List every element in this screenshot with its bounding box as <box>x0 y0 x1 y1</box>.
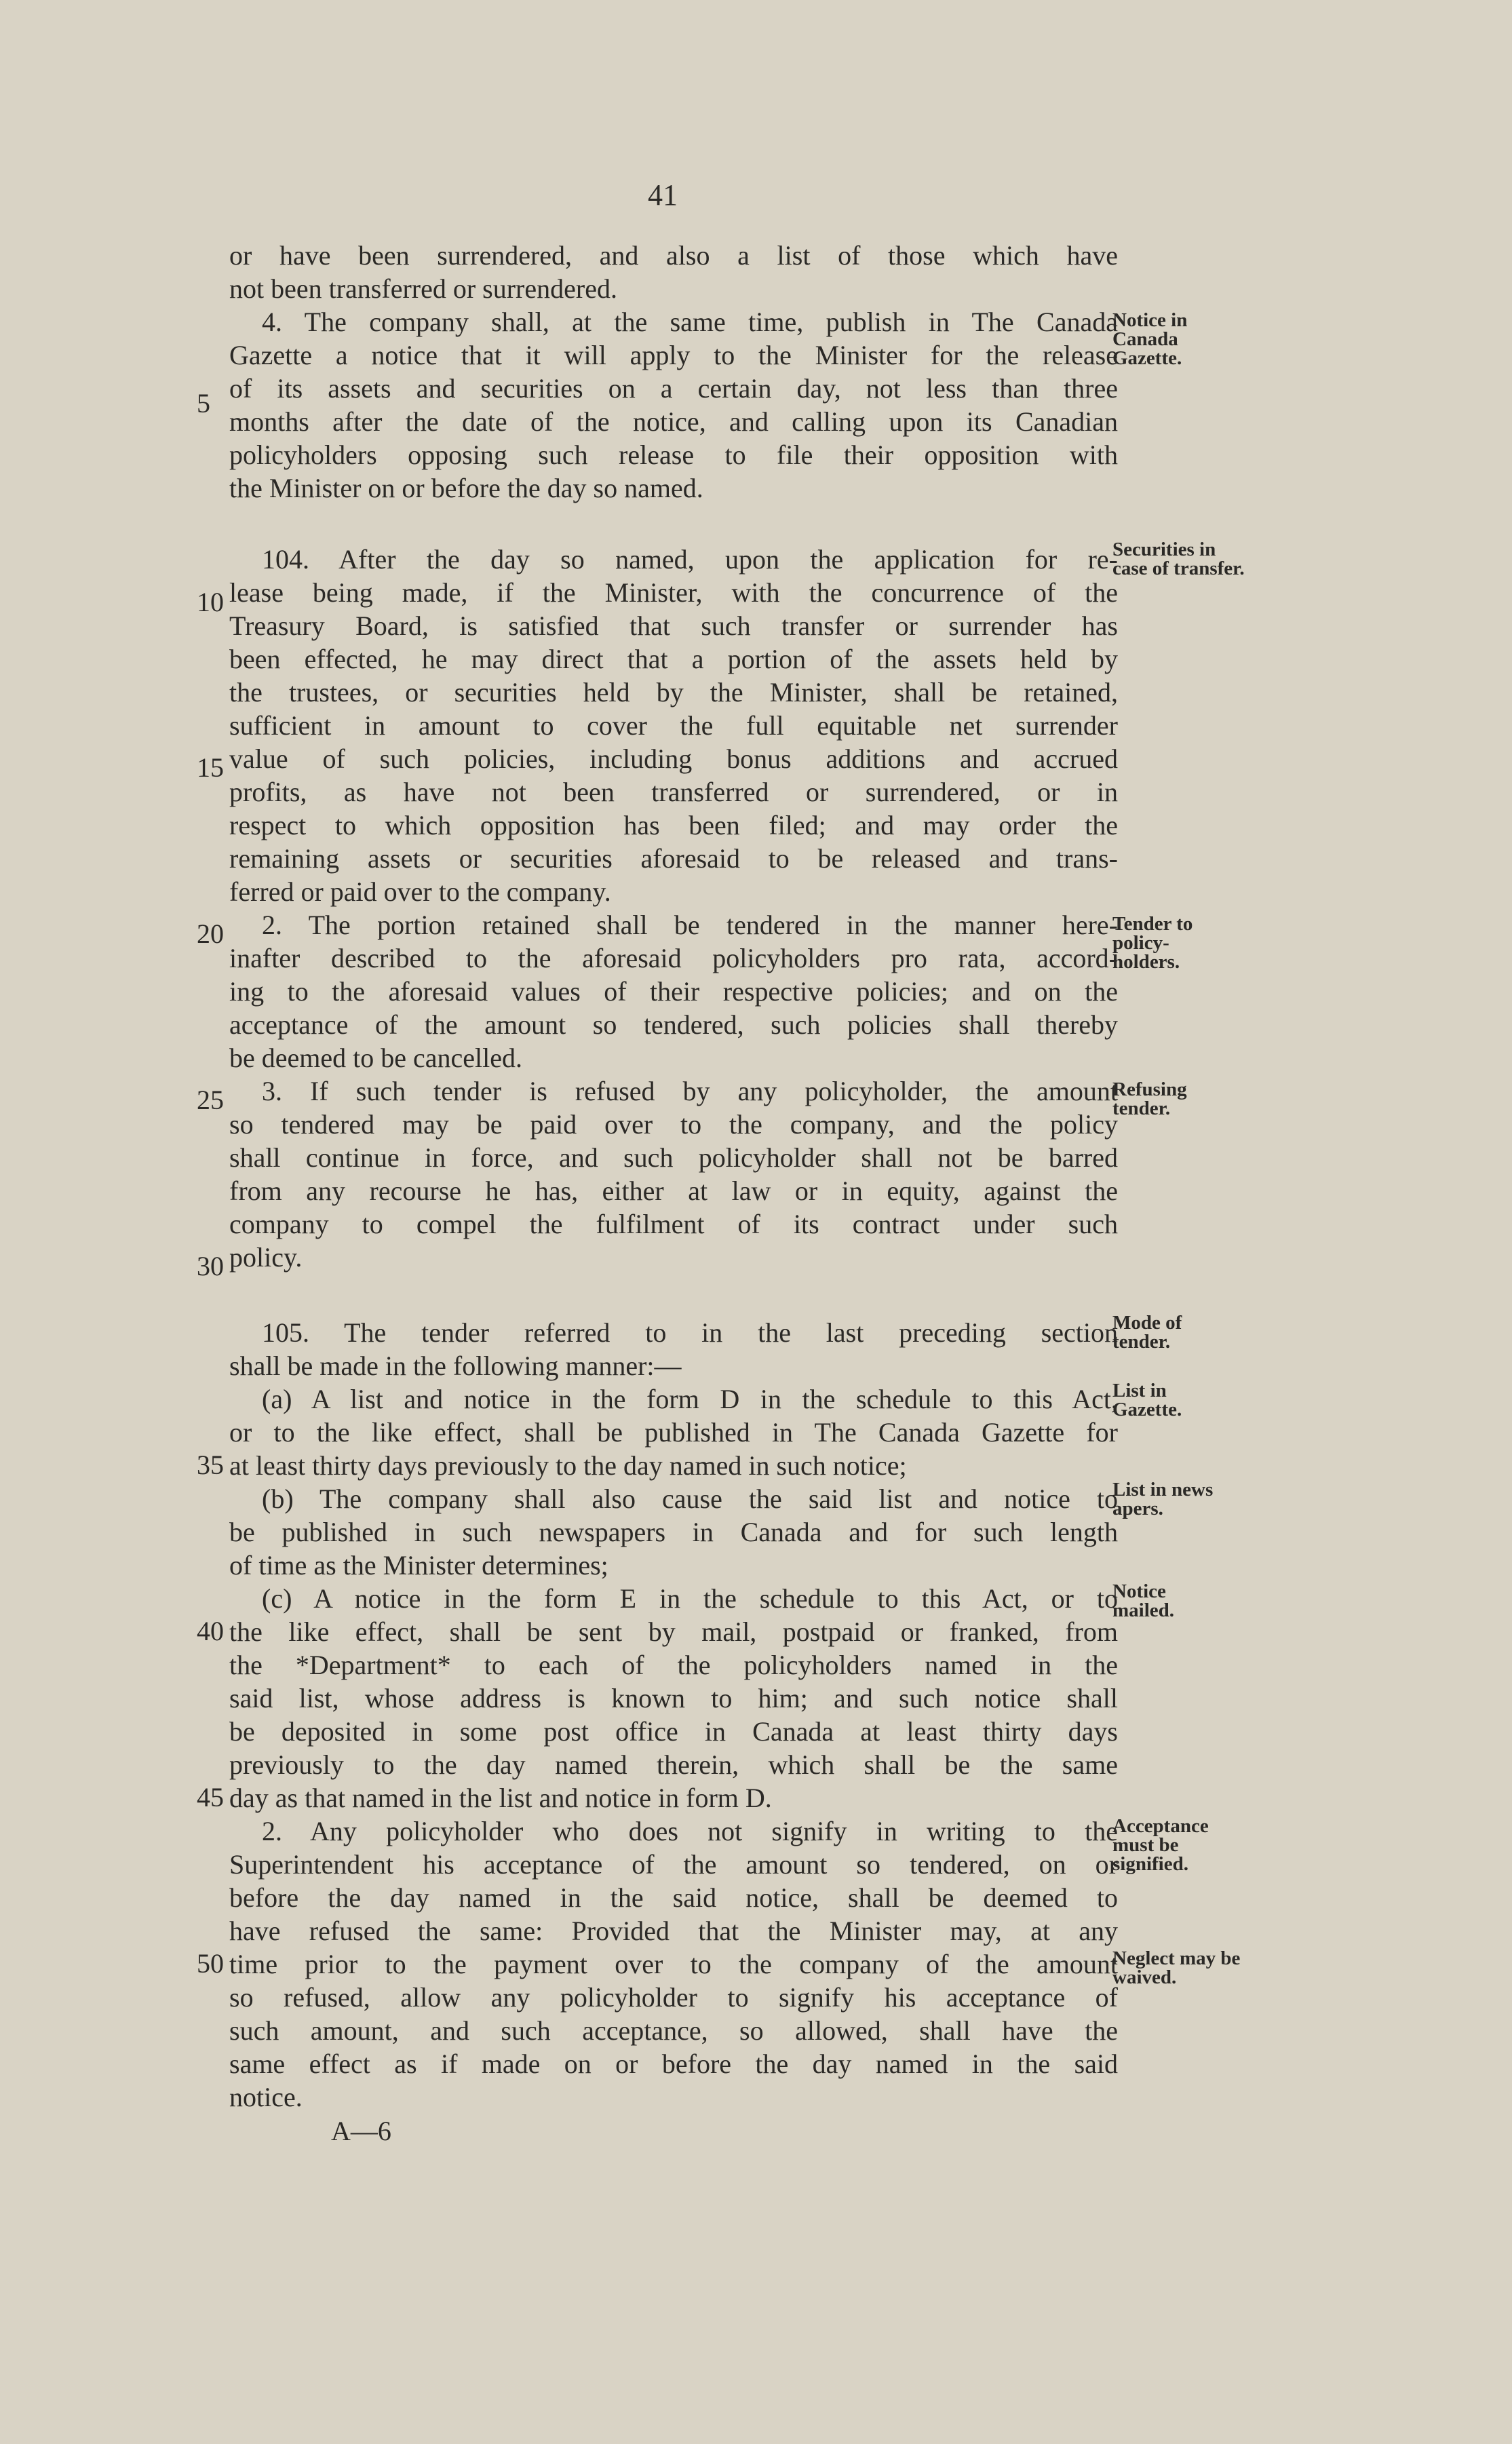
text-line: (b) The company shall also cause the said list and notice to <box>262 1483 1118 1514</box>
text-line: be deposited in some post office in Canada at least thirty days <box>229 1716 1118 1747</box>
text-line: Treasury Board, is satisfied that such transfer or surrender has <box>229 610 1118 641</box>
text-line: ferred or paid over to the company. <box>229 876 611 907</box>
text-line: (a) A list and notice in the form D in the schedule to this Act, <box>262 1384 1118 1414</box>
text-line: so tendered may be paid over to the company, and the policy <box>229 1109 1118 1140</box>
text-block-105 <box>229 1316 1118 2114</box>
text-line: 104. After the day so named, upon the application for re- <box>262 544 1118 575</box>
line-number: 20 <box>197 918 224 949</box>
text-line: been effected, he may direct that a portion of the assets held by <box>229 644 1118 674</box>
text-line: so refused, allow any policyholder to signify his acceptance of <box>229 1982 1118 2013</box>
line-number: 15 <box>197 752 224 783</box>
text-line: be deemed to be cancelled. <box>229 1043 522 1073</box>
text-block-1 <box>229 239 1118 505</box>
text-line: ing to the aforesaid values of their respective policies; and on the <box>229 976 1118 1007</box>
text-line: be published in such newspapers in Canada and for such length <box>229 1517 1118 1547</box>
text-line: or have been surrendered, and also a list of those which have <box>229 240 1118 271</box>
marginal-note: Refusing tender. <box>1112 1079 1187 1119</box>
text-line: or to the like effect, shall be published in The Canada Gazette for <box>229 1417 1118 1448</box>
text-line: from any recourse he has, either at law or in equity, against the <box>229 1176 1118 1206</box>
text-line: policy. <box>229 1242 303 1273</box>
text-line: shall continue in force, and such policyholder shall not be barred <box>229 1142 1118 1173</box>
text-line: shall be made in the following manner:— <box>229 1351 682 1381</box>
marginal-note: Notice mailed. <box>1112 1580 1175 1621</box>
text-line: not been transferred or surrendered. <box>229 273 617 304</box>
text-line: 2. The portion retained shall be tendered in the manner here- <box>262 910 1118 940</box>
marginal-note: List in Gazette. <box>1112 1380 1182 1420</box>
marginal-note: Acceptance must be signified. <box>1112 1815 1209 1875</box>
text-line: the like effect, shall be sent by mail, postpaid or franked, from <box>229 1616 1118 1647</box>
line-number: 40 <box>197 1616 224 1646</box>
line-number: 25 <box>197 1085 224 1115</box>
text-line: policyholders opposing such release to file their opposition with <box>229 440 1118 470</box>
marginal-note: List in news apers. <box>1112 1479 1214 1519</box>
line-number: 50 <box>197 1948 224 1979</box>
marginal-note: Neglect may be waived. <box>1112 1947 1241 1988</box>
text-line: time prior to the payment over to the company of the amount <box>229 1949 1118 1979</box>
marginal-note: Notice in Canada Gazette. <box>1112 309 1188 369</box>
text-line: such amount, and such acceptance, so allowed, shall have the <box>229 2015 1118 2046</box>
text-line: the *Department* to each of the policyholders named in the <box>229 1650 1118 1680</box>
line-number: 5 <box>197 388 210 419</box>
text-line: remaining assets or securities aforesaid to be released and trans- <box>229 843 1118 874</box>
text-line: value of such policies, including bonus additions and accrued <box>229 743 1118 774</box>
footer-signature: A—6 <box>331 2116 391 2146</box>
text-line: before the day named in the said notice, shall be deemed to <box>229 1882 1118 1913</box>
text-line: of time as the Minister determines; <box>229 1550 608 1580</box>
text-line: same effect as if made on or before the day named in the said <box>229 2049 1118 2079</box>
text-line: Gazette a notice that it will apply to the Minister for the release <box>229 340 1118 370</box>
text-line: inafter described to the aforesaid policyholders pro rata, accord- <box>229 943 1118 973</box>
text-line: the Minister on or before the day so named. <box>229 473 703 503</box>
text-line: 4. The company shall, at the same time, publish in The Canada <box>262 307 1118 337</box>
text-line: 105. The tender referred to in the last preceding section <box>262 1317 1118 1348</box>
text-line: at least thirty days previously to the day named in such notice; <box>229 1450 907 1481</box>
text-line: notice. <box>229 2082 303 2112</box>
text-line: profits, as have not been transferred or surrendered, or in <box>229 777 1118 807</box>
line-number: 30 <box>197 1251 224 1281</box>
text-line: previously to the day named therein, which shall be the same <box>229 1749 1118 1780</box>
text-line: Superintendent his acceptance of the amount so tendered, on or <box>229 1849 1118 1880</box>
text-line: company to compel the fulfilment of its contract under such <box>229 1209 1118 1239</box>
text-line: of its assets and securities on a certain day, not less than three <box>229 373 1118 404</box>
text-line: the trustees, or securities held by the Minister, shall be retained, <box>229 677 1118 707</box>
line-number: 45 <box>197 1782 224 1812</box>
marginal-note: Mode of tender. <box>1112 1312 1182 1353</box>
page-number: 41 <box>648 178 678 212</box>
line-number: 10 <box>197 587 224 617</box>
marginal-note: Securities in case of transfer. <box>1112 539 1245 579</box>
text-line: said list, whose address is known to him; and such notice shall <box>229 1683 1118 1713</box>
marginal-note: Tender to policy-holders. <box>1112 913 1193 973</box>
text-line: acceptance of the amount so tendered, such policies shall thereby <box>229 1009 1118 1040</box>
text-line: 2. Any policyholder who does not signify in writing to the <box>262 1816 1118 1846</box>
text-line: have refused the same: Provided that the Minister may, at any <box>229 1916 1118 1946</box>
text-line: (c) A notice in the form E in the schedule to this Act, or to <box>262 1583 1118 1614</box>
text-block-104 <box>229 543 1118 1274</box>
text-line: respect to which opposition has been filed; and may order the <box>229 810 1118 840</box>
text-line: months after the date of the notice, and calling upon its Canadian <box>229 406 1118 437</box>
line-number: 35 <box>197 1450 224 1480</box>
text-line: day as that named in the list and notice in form D. <box>229 1783 772 1813</box>
text-line: sufficient in amount to cover the full equitable net surrender <box>229 710 1118 741</box>
text-line: lease being made, if the Minister, with the concurrence of the <box>229 577 1118 608</box>
text-line: 3. If such tender is refused by any policyholder, the amount <box>262 1076 1118 1106</box>
